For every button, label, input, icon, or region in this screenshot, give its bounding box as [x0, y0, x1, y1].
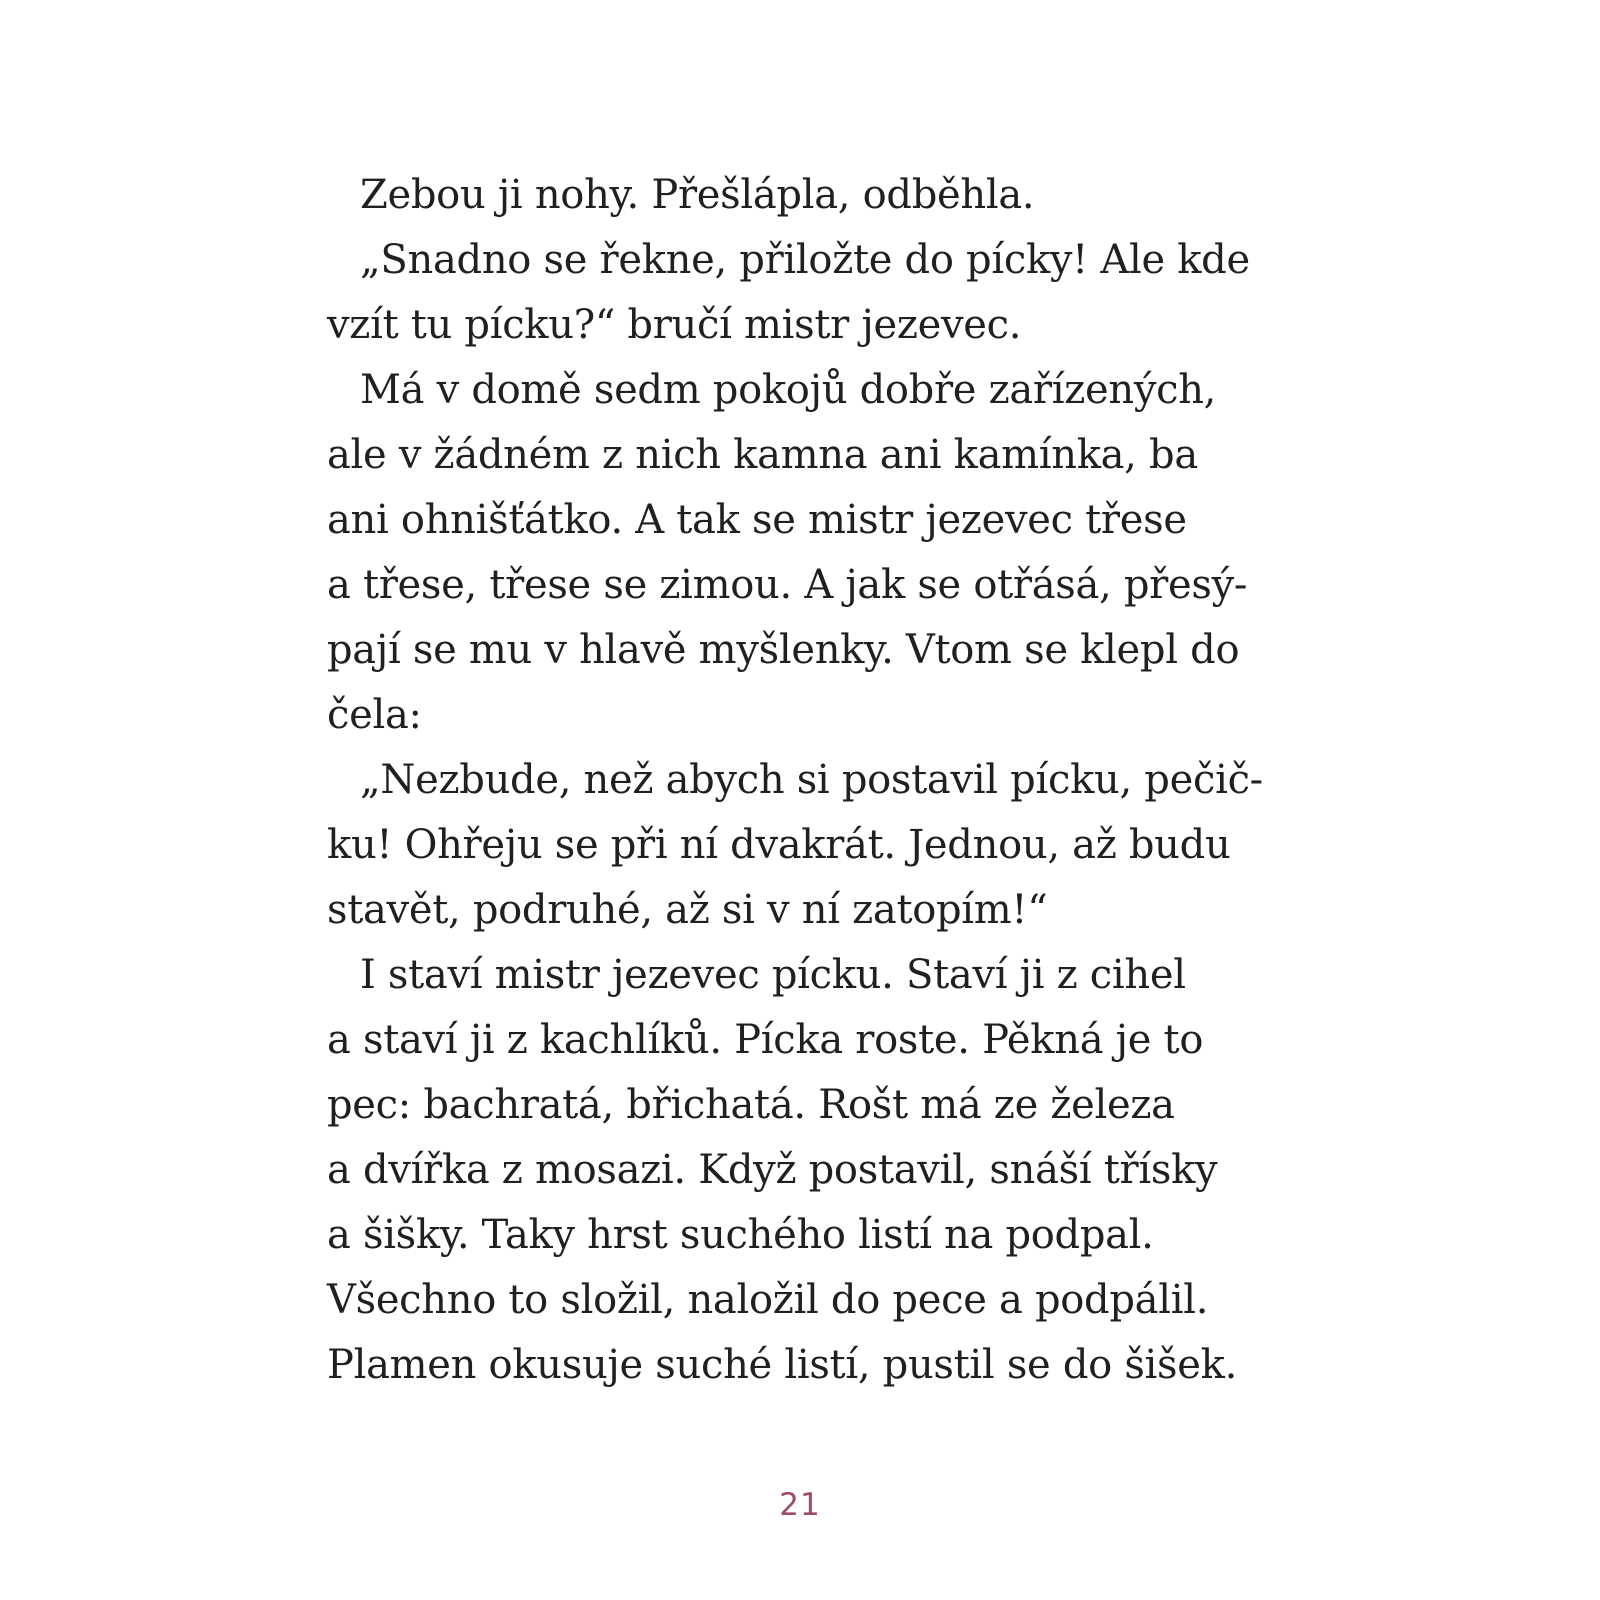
page-number: 21: [779, 1487, 821, 1523]
paragraph-line: a staví ji z kachlíků. Pícka roste. Pěkná je to: [327, 1017, 1204, 1063]
paragraph-line: Má v domě sedm pokojů dobře zařízených,: [360, 367, 1217, 413]
paragraph-line: ale v žádném z nich kamna ani kamínka, ba: [327, 432, 1198, 478]
paragraph-line: pec: bachratá, břichatá. Rošt má ze železa: [327, 1082, 1175, 1128]
paragraph-line: ani ohnišťátko. A tak se mistr jezevec třese: [327, 497, 1187, 543]
body-text: [327, 163, 1307, 1398]
paragraph-line: I staví mistr jezevec pícku. Staví ji z cihel: [360, 952, 1186, 998]
paragraph-line: vzít tu pícku?“ bručí mistr jezevec.: [327, 302, 1022, 348]
paragraph-line: Všechno to složil, naložil do pece a podpálil.: [327, 1277, 1209, 1323]
paragraph-line: a třese, třese se zimou. A jak se otřásá, přesý-: [327, 562, 1248, 608]
paragraph-line: ku! Ohřeju se při ní dvakrát. Jednou, až budu: [327, 822, 1231, 868]
paragraph-line: „Snadno se řekne, přiložte do pícky! Ale kde: [360, 237, 1250, 283]
paragraph-line: „Nezbude, než abych si postavil pícku, pečič-: [360, 757, 1263, 803]
paragraph-line: pají se mu v hlavě myšlenky. Vtom se klepl do: [327, 627, 1240, 673]
paragraph-line: Plamen okusuje suché listí, pustil se do šišek.: [327, 1342, 1238, 1388]
paragraph-line: stavět, podruhé, až si v ní zatopím!“: [327, 887, 1048, 933]
paragraph-line: čela:: [327, 692, 422, 738]
paragraph-line: a šišky. Taky hrst suchého listí na podpal.: [327, 1212, 1154, 1258]
paragraph-line: Zebou ji nohy. Přešlápla, odběhla.: [360, 172, 1035, 218]
paragraph-line: a dvířka z mosazi. Když postavil, snáší třísky: [327, 1147, 1218, 1193]
